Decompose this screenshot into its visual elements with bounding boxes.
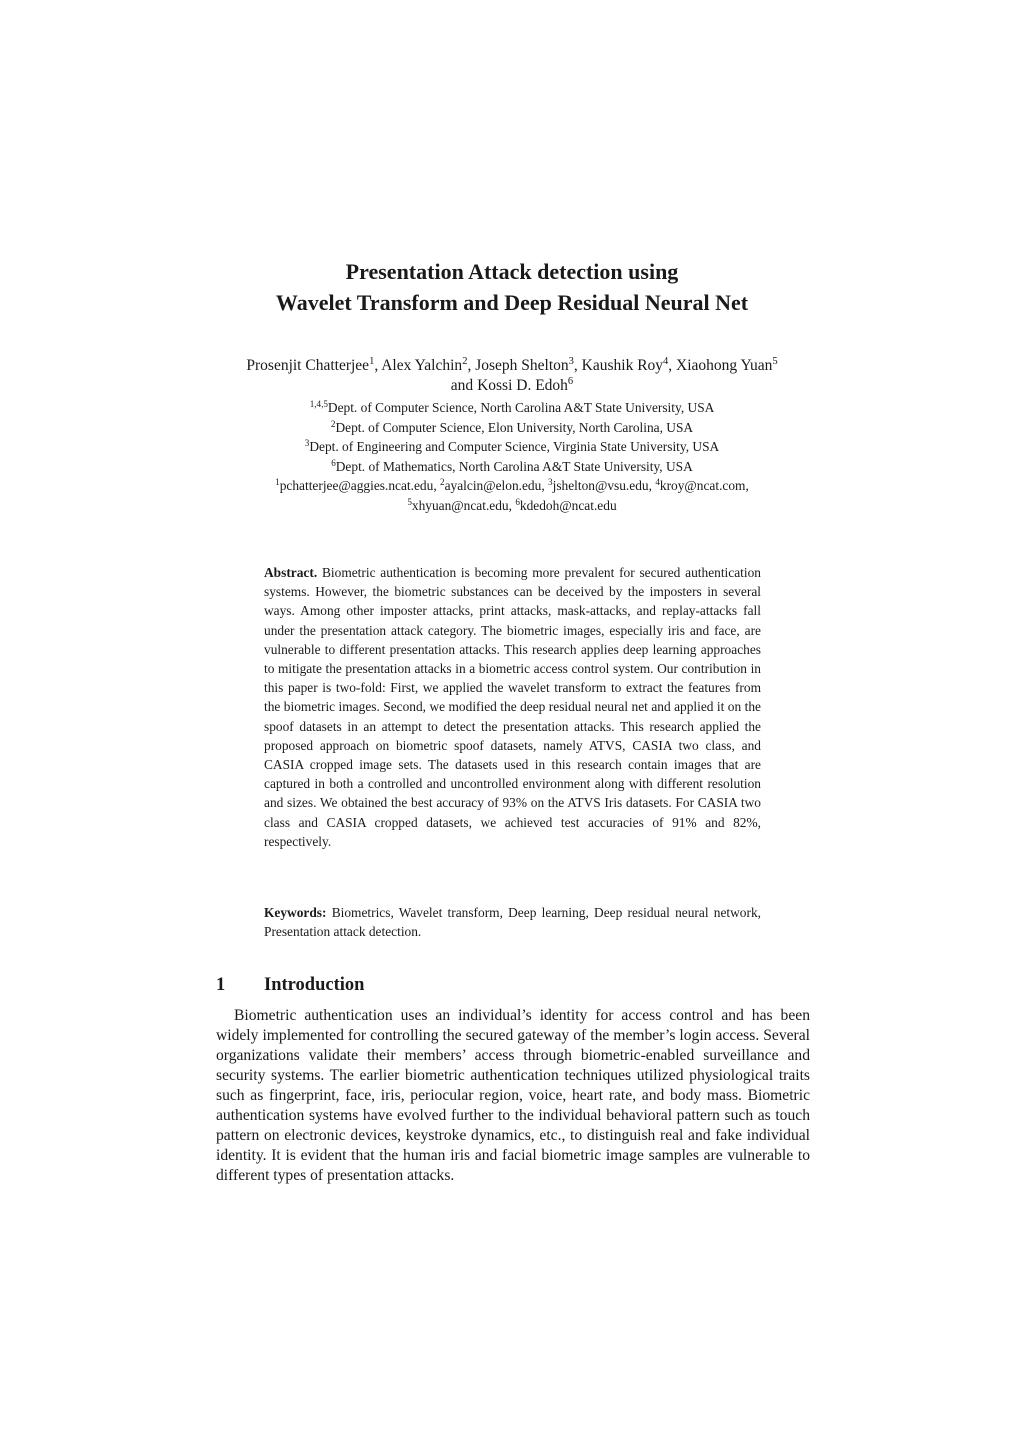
affiliation-line <box>0 437 1024 457</box>
email-link[interactable]: kroy@ncat.com <box>659 478 746 493</box>
affiliation-text: Dept. of Engineering and Computer Science, Virginia State University, USA <box>309 439 720 454</box>
author-name: Kaushik Roy <box>581 357 664 374</box>
author-sup: 2 <box>462 356 468 368</box>
keywords-paragraph <box>264 903 761 941</box>
section-heading <box>216 972 364 998</box>
author-sup: 5 <box>772 356 778 368</box>
email-link[interactable]: pchatterjee@aggies.ncat.edu <box>279 478 434 493</box>
author-name: Joseph Shelton <box>475 357 569 374</box>
author-line-1 <box>0 356 1024 376</box>
email-sup: 2 <box>440 477 445 487</box>
section-title: Introduction <box>264 975 365 995</box>
email-line-1: $^1$pchatterjee@aggies.ncat.edu, $^2$ayalcin@elon.edu, $^3$jshelton@vsu.edu, $^4$kroy@ncat.com, <box>275 477 749 493</box>
author-name: Alex Yalchin <box>381 357 463 374</box>
introduction-body <box>216 1006 810 1186</box>
section-number: 1 <box>216 975 226 995</box>
author-sup: 1 <box>369 356 375 368</box>
author-sup: 6 <box>567 376 574 388</box>
affiliation-text: Dept. of Mathematics, North Carolina A&T State University, USA <box>335 458 693 474</box>
affiliation-sup: 2 <box>330 418 336 429</box>
introduction-paragraph: Biometric authentication uses an individual’s identity for access control and has been widely implemented for controlling the secured gateway of the member’s login access. Several organizations validate their members’ access through biometric-enabled surveillance and security systems. The earlier biometric authentication techniques utilized physiological traits such as fingerprint, face, iris, periocular region, voice, heart rate, and body mass. Biometric authentication systems have evolved further to the individual behavioral pattern such as touch pattern on electronic devices, keystroke dynamics, etc., to distinguish real and fake individual identity. It is evident that the human iris and facial biometric image samples are vulnerable to different types of presentation attacks. <box>216 1007 810 1184</box>
author-separator: , <box>668 357 677 374</box>
author-sup: 3 <box>568 356 574 368</box>
email-sup: 4 <box>655 477 660 487</box>
email-line-2: $^5$xhyuan@ncat.edu, $^6$kdedoh@ncat.edu <box>407 496 617 513</box>
email-sup: 1 <box>275 477 280 487</box>
abstract-paragraph <box>264 563 761 851</box>
affiliation-sup: 3 <box>304 438 310 448</box>
title-line-1: Presentation Attack detection using <box>345 259 679 284</box>
affiliation-line <box>0 398 1024 418</box>
affiliation-sup: 6 <box>331 457 336 468</box>
author-line-2 <box>0 376 1024 396</box>
author-sup: 4 <box>663 356 669 368</box>
email-link[interactable]: ayalcin@elon.edu <box>444 478 542 493</box>
abstract-block <box>264 563 761 851</box>
author-list <box>0 356 1024 396</box>
email-link[interactable]: xhyuan@ncat.edu <box>411 497 509 513</box>
author-name: Xiaohong Yuan <box>676 357 773 374</box>
author-conjunction: and <box>450 377 474 394</box>
affiliation-text: Dept. of Computer Science, Elon University, North Carolina, USA <box>335 419 694 435</box>
abstract-label: Abstract. <box>264 565 318 580</box>
affiliation-line <box>0 418 1024 438</box>
author-separator: , <box>374 357 382 374</box>
keywords-label: Keywords: <box>264 905 327 920</box>
affiliation-text: Dept. of Computer Science, North Carolina A&T State University, USA <box>327 400 715 415</box>
author-separator: , <box>573 357 582 374</box>
keywords-text: Biometrics, Wavelet transform, Deep learning, Deep residual neural network, Presentation attack detection. <box>264 905 761 940</box>
author-name: Kossi D. Edoh <box>477 377 568 394</box>
affiliations <box>0 398 1024 515</box>
email-link[interactable]: jshelton@vsu.edu <box>552 478 649 493</box>
email-sup: 6 <box>515 496 520 507</box>
paper-title <box>0 256 1024 318</box>
email-link[interactable]: kdedoh@ncat.edu <box>519 497 617 513</box>
title-line-2: Wavelet Transform and Deep Residual Neural Net <box>275 290 749 315</box>
author-name: Prosenjit Chatterjee <box>246 357 370 374</box>
email-sup: 5 <box>407 496 412 507</box>
affiliation-sup: 1,4,5 <box>309 399 328 409</box>
email-sup: 3 <box>548 477 553 487</box>
affiliation-line <box>0 457 1024 477</box>
abstract-text: Biometric authentication is becoming more prevalent for secured authentication systems. However, the biometric substances can be deceived by the imposters in several ways. Among other imposter attacks, print attacks, mask-attacks, and replay-attacks fall under the presentation attack category. The biometric images, especially iris and face, are vulnerable to different presentation attacks. This research applies deep learning approaches to mitigate the presentation attacks in a biometric access control system. Our contribution in this paper is two-fold: First, we applied the wavelet transform to extract the features from the biometric images. Second, we modified the deep residual neural net and applied it on the spoof datasets in an attempt to detect the presentation attacks. This research applied the proposed approach on biometric spoof datasets, namely ATVS, CASIA two class, and CASIA cropped image sets. The datasets used in this research contain images that are captured in both a controlled and uncontrolled environment along with different resolution and sizes. We obtained the best accuracy of 93% on the ATVS Iris datasets. For CASIA two class and CASIA cropped datasets, we achieved test accuracies of 91% and 82%, respectively. <box>264 565 761 849</box>
keywords-block <box>264 903 761 941</box>
author-separator: , <box>467 357 476 374</box>
